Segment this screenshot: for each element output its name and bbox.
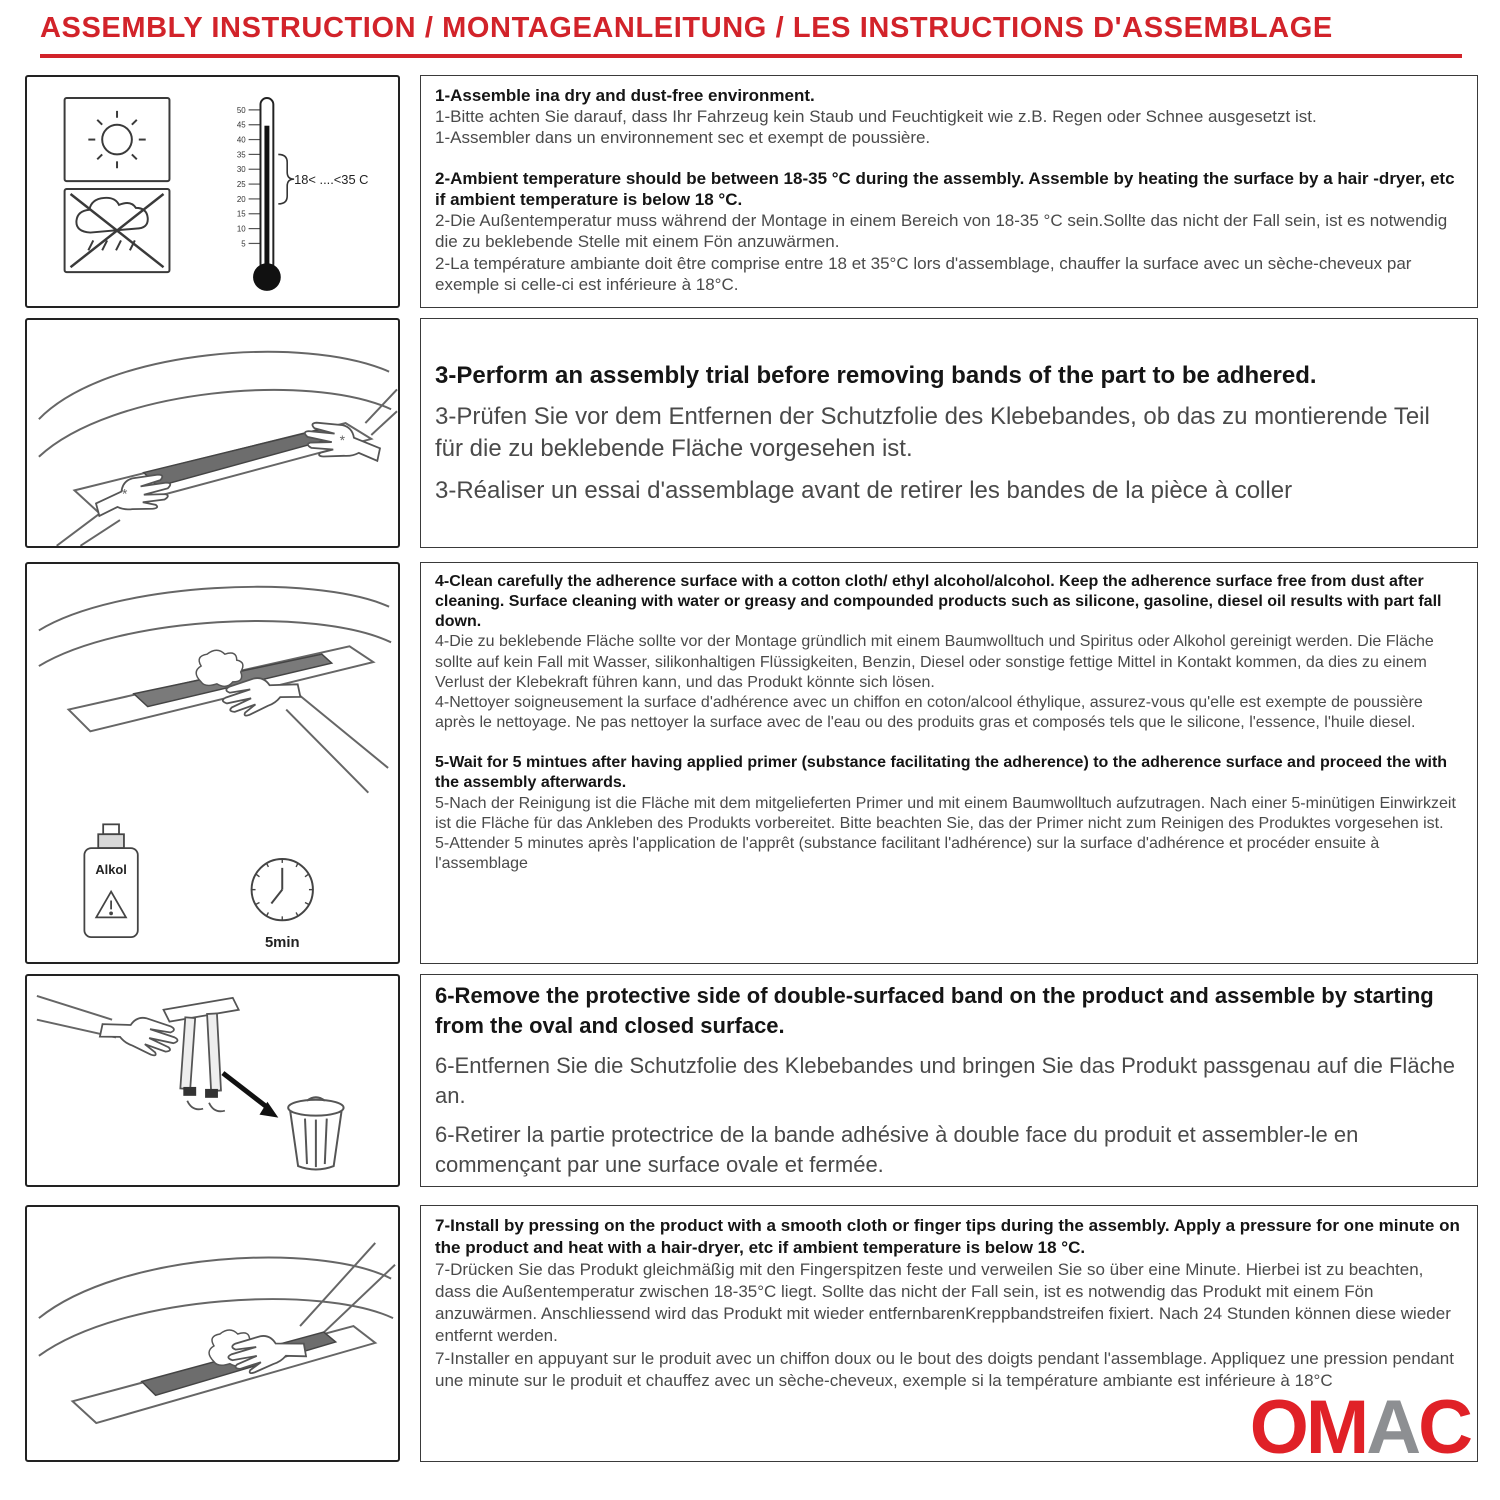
- clock-duration-label: 5min: [264, 935, 300, 952]
- thermometer-tick-10: 10: [236, 224, 246, 234]
- instruction-2-de: 2-Die Außentemperatur muss während der Montage in einem Bereich von 18-35 °C sein.Sollte das nicht der Fall sein, ist es notwendig die zu beklebende Stelle mit einem Fön anzuwärmen.: [435, 211, 1448, 252]
- thermometer-tick-40: 40: [236, 135, 246, 145]
- trash-can-icon: [288, 1097, 343, 1169]
- instruction-4-en: 4-Clean carefully the adherence surface with a cotton cloth/ ethyl alcohol/alcohol. Keep the adherence surface free from dust after cleaning. Surface cleaning with water or greasy and compounded products such as silicone, gasoline, diesel oil results with part fall down.: [435, 573, 1442, 631]
- thermometer-tick-50: 50: [236, 105, 246, 115]
- alcohol-bottle-icon: [84, 824, 137, 937]
- instruction-1-de: 1-Bitte achten Sie darauf, dass Ihr Fahrzeug kein Staub und Feuchtigkeit wie z.B. Regen oder Schnee ausgesetzt ist.: [435, 107, 1317, 127]
- instruction-5-fr: 5-Attender 5 minutes après l'application de l'apprêt (substance facilitant l'adhérence) sur la surface d'adhérence et procéder ensuite à l'assemblage: [435, 834, 1380, 873]
- instruction-7-fr: 7-Installer en appuyant sur le produit avec un chiffon doux ou le bout des doigts pendant l'assemblage. Appliquez une pression pendant une minute sur le produit et chauffez avec un sèche-cheveux, exemple si la température ambiante est inférieure à 18°C: [435, 1348, 1454, 1390]
- thermometer-tick-30: 30: [236, 165, 246, 175]
- instruction-5-de: 5-Nach der Reinigung ist die Fläche mit dem mitgelieferten Primer und mit einem Baumwolltuch aufzutragen. Nach einer 5-minütigen Einwirkzeit ist die Fläche für das Ankleben des Produkts vorbereitet. Bitte beachten Sie, das der Primer nicht zum Reinigen des Produktes vorgesehen ist.: [435, 794, 1456, 832]
- right-hand: [301, 418, 383, 468]
- instruction-5-en: 5-Wait for 5 mintues after having applied primer (substance facilitating the adherence) to the adherence surface and proceed the with the assembly afterwards.: [435, 754, 1448, 792]
- svg-text:*: *: [121, 485, 128, 502]
- no-rain-icon: [65, 189, 170, 272]
- page-title: ASSEMBLY INSTRUCTION / MONTAGEANLEITUNG / LES INSTRUCTIONS D'ASSEMBLAGE: [40, 12, 1462, 58]
- press-product-drawing: [27, 1207, 398, 1460]
- left-hand: [92, 469, 175, 522]
- instruction-1-en: 1-Assemble ina dry and dust-free environment.: [435, 86, 815, 105]
- cleaning-cloth: [196, 650, 243, 686]
- logo-letter-c: C: [1418, 1385, 1470, 1470]
- clean-surface-drawing: [27, 564, 398, 962]
- thermometer-tick-20: 20: [236, 194, 246, 204]
- instruction-6-de: 6-Entfernen Sie die Schutzfolie des Klebebandes und bringen Sie das Produkt passgenau auf die Fläche an.: [435, 1052, 1456, 1108]
- illustration-press-product: [25, 1205, 400, 1462]
- door-sill-lines: [39, 1243, 395, 1423]
- instruction-1-fr: 1-Assembler dans un environnement sec et exempt de poussière.: [435, 128, 931, 148]
- svg-text:*: *: [339, 431, 346, 448]
- sun-icon: [65, 98, 170, 181]
- thermometer-tick-15: 15: [236, 209, 246, 219]
- thermometer-icon: [237, 98, 369, 291]
- illustration-clean-surface: [25, 562, 400, 964]
- instruction-4-fr: 4-Nettoyer soigneusement la surface d'adhérence avec un chiffon en coton/alcool éthylique, assurez-vous qu'elle est exempte de poussière après le nettoyage. Ne pas nettoyer la surface avec de l'eau ou des produits gras et composés tels que le silicone, l'essence, l'huile diesel.: [435, 693, 1423, 732]
- instruction-2-en: 2-Ambient temperature should be between 18-35 °C during the assembly. Assemble by heating the surface by a hair -dryer, etc if ambient temperature is below 18 °C.: [435, 169, 1455, 210]
- remove-band-drawing: [27, 976, 398, 1185]
- illustration-climate-conditions: [25, 75, 400, 308]
- climate-conditions-drawing: [27, 77, 398, 306]
- bottle-label: Alkol: [95, 861, 127, 877]
- instruction-4-de: 4-Die zu beklebende Fläche sollte vor der Montage gründlich mit einem Baumwolltuch und Spiritus oder Alkohol gereinigt werden. Die Fläche sollte auf kein Fall mit Wasser, silikonhaltigen Flüssigkeiten, Benzin, Diesel oder sonstige fettige Mittel in Kontakt kommen, da dies zu einem Verlust der Klebekraft führen kann, und das Produkt könnte sich lösen.: [435, 633, 1434, 691]
- logo-letter-a: A: [1366, 1385, 1419, 1470]
- thermometer-tick-35: 35: [236, 150, 246, 160]
- illustration-assembly-trial: [25, 318, 400, 548]
- assembly-trial-drawing: [27, 320, 398, 546]
- instruction-6-fr: 6-Retirer la partie protectrice de la bande adhésive à double face du produit et assembler-le en commençant par une surface ovale et fermée.: [435, 1122, 1359, 1178]
- part-with-bands: [164, 998, 239, 1111]
- thermometer-tick-45: 45: [236, 120, 246, 130]
- instructions-step-3: [420, 318, 1478, 548]
- logo-letters-om: OM: [1249, 1385, 1367, 1470]
- thermometer-tick-25: 25: [236, 180, 246, 190]
- instruction-3-de: 3-Prüfen Sie vor dem Entfernen der Schutzfolie des Klebebandes, ob das zu montierende Teil für die zu beklebende Fläche vorgesehen ist.: [435, 403, 1430, 462]
- sill-plate-part: [144, 429, 334, 486]
- instructions-step-1-2: [420, 75, 1478, 308]
- instruction-7-de: 7-Drücken Sie das Produkt gleichmäßig mit den Fingerspitzen feste und verweilen Sie so über eine Minute. Hierbei ist zu beachten, dass die Außentemperatur zwischen 18-35°C liegt. Sollte das nicht der Fall sein, ist es notwendig das Produkt mit einem Fön anzuwärmen. Anschliessend wird das Produkt mit wieder entfernbarenKreppbandstreifen fixiert. Nach 24 Stunden können diese wieder entfernt werden.: [435, 1260, 1451, 1346]
- instruction-2-fr: 2-La température ambiante doit être comprise entre 18 et 35°C lors d'assemblage, chauffer la surface avec un sèche-cheveux par exemple si celle-ci est inférieure à 18°C.: [435, 253, 1412, 294]
- illustration-remove-band: [25, 974, 400, 1187]
- temperature-range-label: 18< ....<35 C: [294, 172, 369, 188]
- instructions-step-4-5: [420, 562, 1478, 964]
- instruction-3-en: 3-Perform an assembly trial before removing bands of the part to be adhered.: [435, 361, 1317, 389]
- instructions-step-6: [420, 974, 1478, 1187]
- instruction-3-fr: 3-Réaliser un essai d'assemblage avant de retirer les bandes de la pièce à coller: [435, 476, 1293, 504]
- thermometer-tick-5: 5: [241, 239, 246, 249]
- clock-icon: [252, 859, 313, 920]
- arrow-to-trash-icon: [223, 1073, 278, 1118]
- omac-logo: [1249, 1385, 1470, 1470]
- instruction-7-en: 7-Install by pressing on the product with a smooth cloth or finger tips during the assembly. Apply a pressure for one minute on the product and heat with a hair-dryer, etc if ambient temperature is below 18 °C.: [435, 1216, 1460, 1258]
- instruction-6-en: 6-Remove the protective side of double-surfaced band on the product and assemble by starting from the oval and closed surface.: [435, 982, 1434, 1038]
